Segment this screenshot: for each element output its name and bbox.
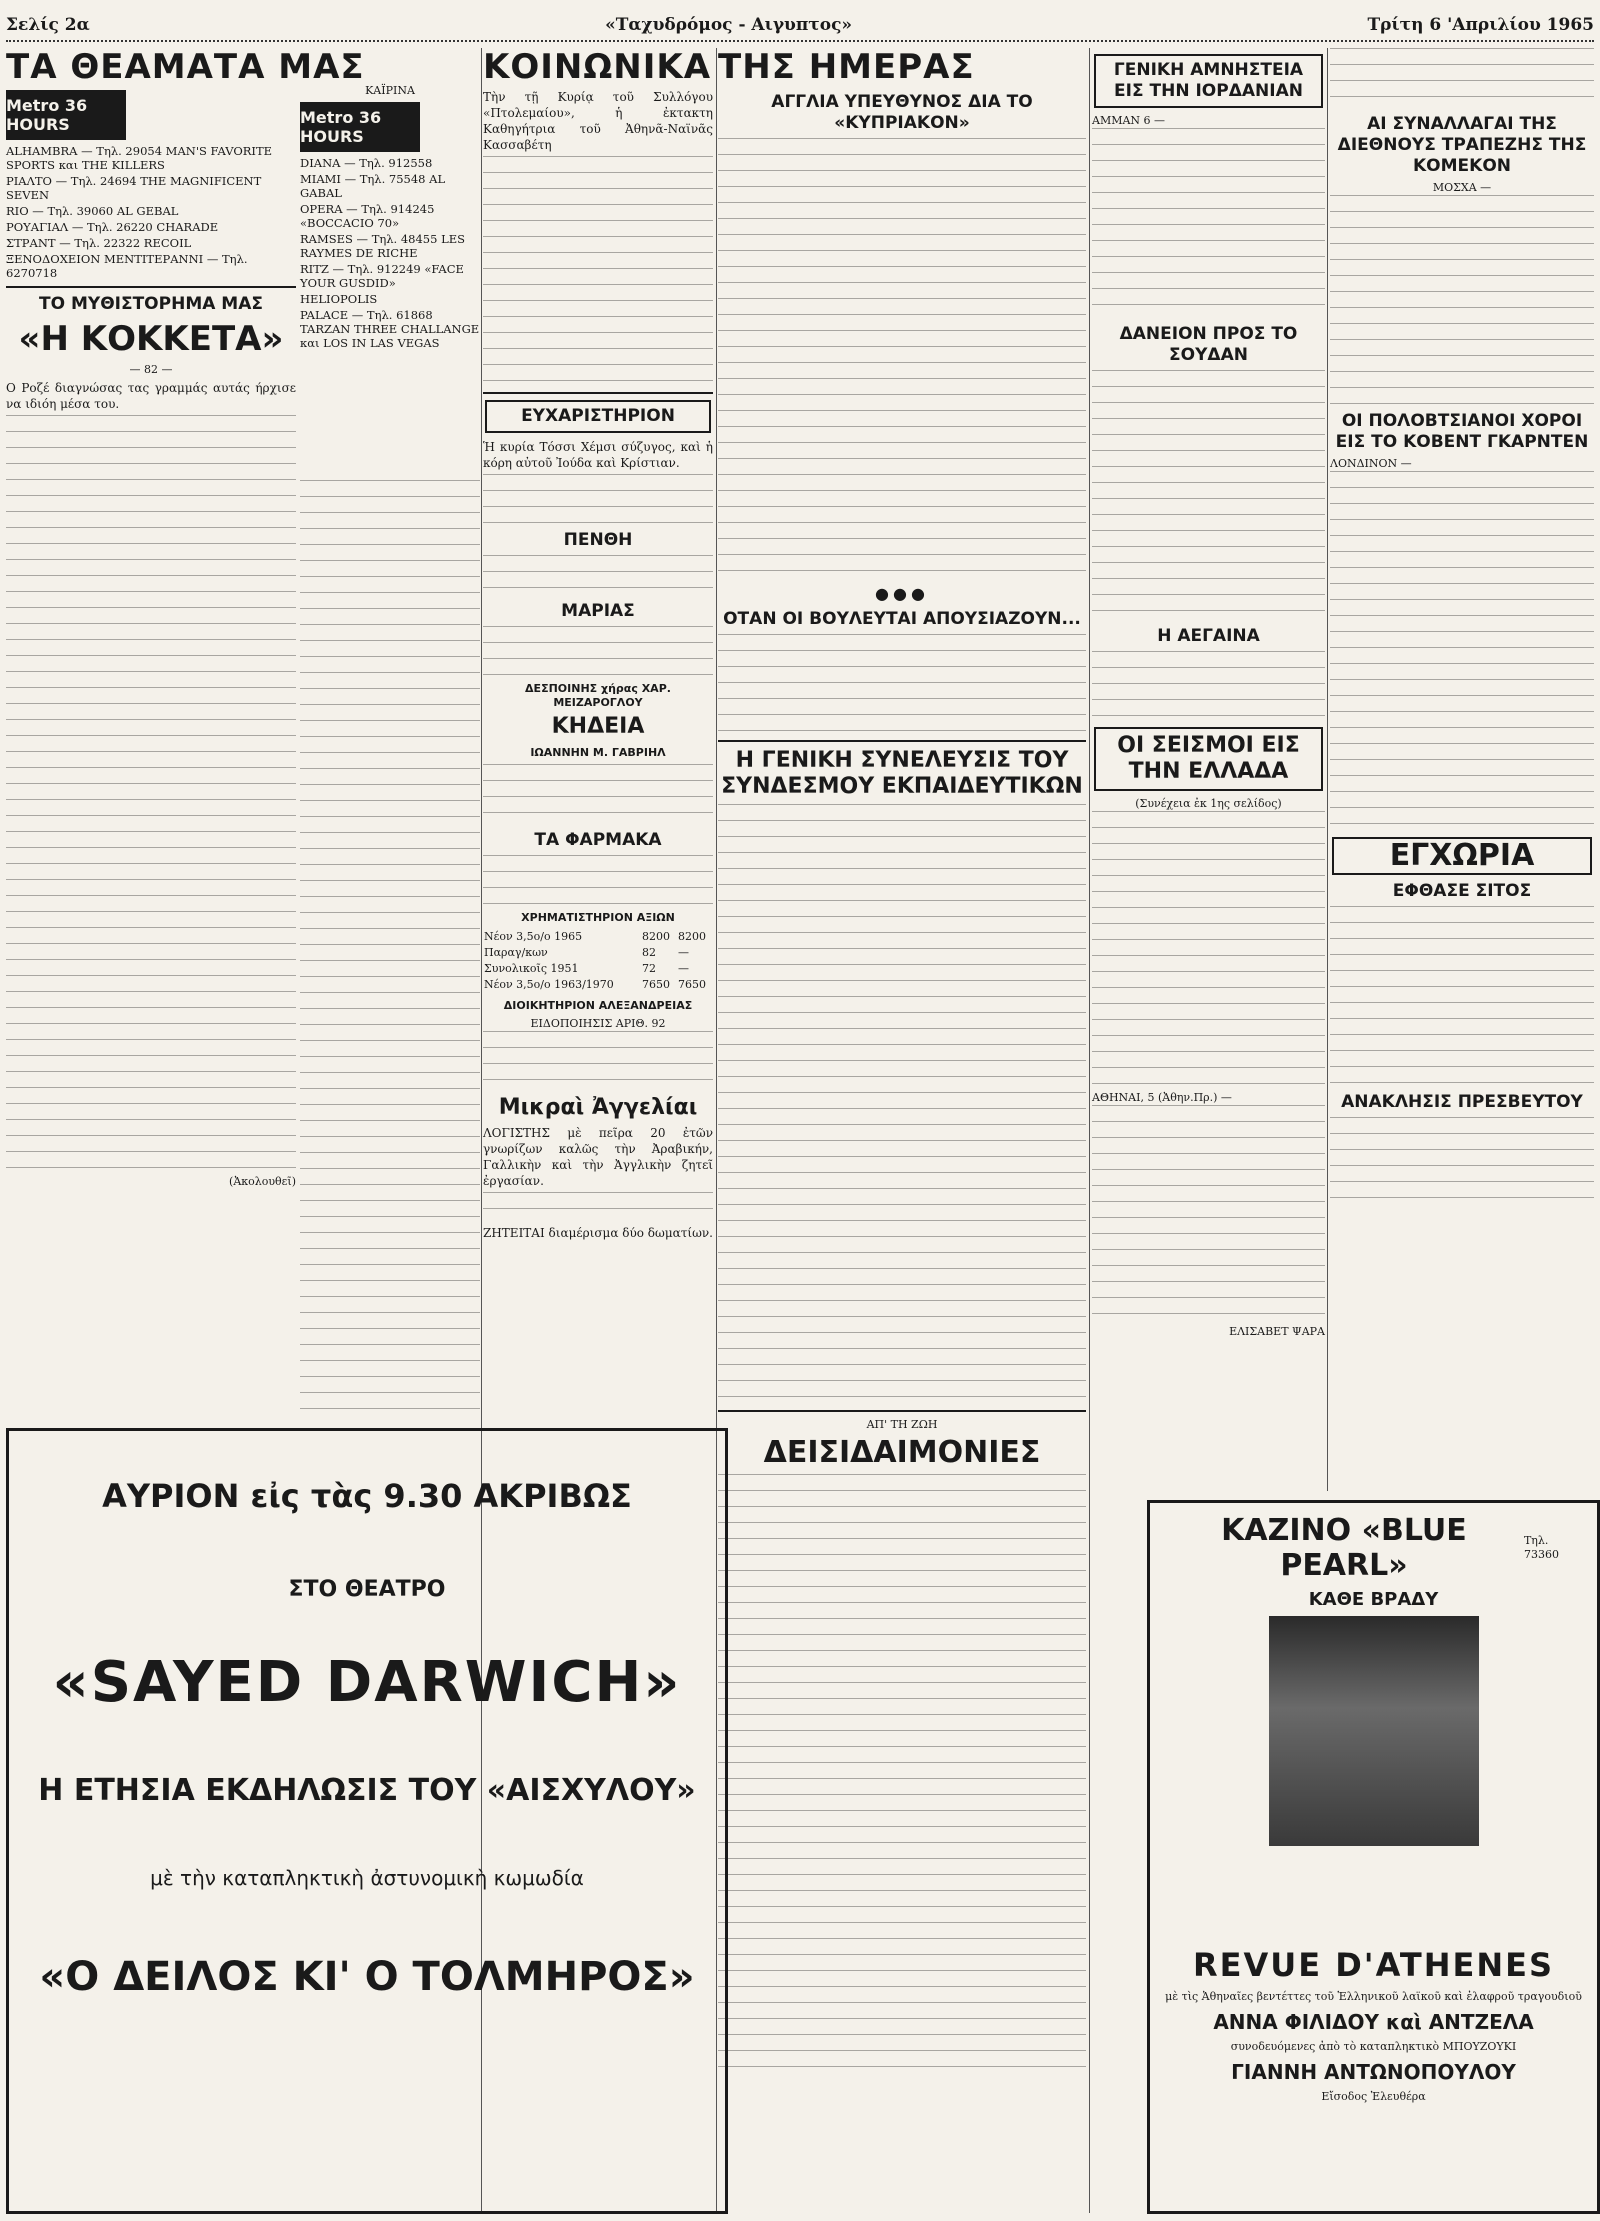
mourning-body [483, 555, 713, 595]
metro-ad-2: Metro 36 HOURS [300, 102, 420, 152]
ad-theatre-name: «SAYED DARWICH» [52, 1650, 682, 1715]
amnesty-body-2 [1330, 48, 1594, 108]
novel-column-2 [300, 480, 480, 1420]
news-column [718, 48, 1086, 2208]
listing: ΣΤΡΑΝΤ — Τηλ. 22322 RECOIL [6, 236, 192, 250]
pharmacy-title: ΤΑ ΦΑΡΜΑΚΑ [534, 830, 662, 850]
listing: RIO — Τηλ. 39060 AL GEBAL [6, 204, 179, 218]
envoy-body [1330, 1117, 1594, 1207]
casino-revue: REVUE D'ATHENES [1192, 1946, 1555, 1984]
quakes-cont: (Συνέχεια ἐκ 1ης σελίδος) [1135, 797, 1282, 810]
bourse-table [483, 929, 713, 993]
ad-event: Η ΕΤΗΣΙΑ ΕΚΔΗΛΩΣΙΣ ΤΟΥ «ΑΙΣΧΥΛΟΥ» [38, 1773, 696, 1808]
assembly-body [718, 804, 1086, 1404]
ad-tomorrow: ΑΥΡΙΟΝ εἰς τὰς 9.30 ΑΚΡΙΒΩΣ [102, 1477, 632, 1515]
theatre-advertisement [6, 1428, 728, 2214]
thanks-text: Ἡ κυρία Τόσσι Χέμσι σύζυγος, καὶ ἡ κόρη αὐτοῦ Ἰούδα καὶ Κρίστιαν. [483, 440, 713, 470]
day-body [718, 138, 1086, 578]
casino-phone: Τηλ. 73360 [1523, 1534, 1559, 1561]
cinema-listings [6, 144, 296, 280]
performers-photo [1269, 1616, 1479, 1846]
alexandria-sub: ΕΙΔΟΠΟΙΗΣΙΣ ΑΡΙΘ. 92 [530, 1017, 666, 1030]
economy-column [1330, 48, 1594, 1488]
ad-play-title: «Ο ΔΕΙΛΟΣ ΚΙ' Ο ΤΟΛΜΗΡΟΣ» [39, 1954, 695, 2000]
sudan-title: ΔΑΝΕΙΟΝ ΠΡΟΣ ΤΟ ΣΟΥΔΑΝ [1119, 324, 1298, 365]
social-body [483, 156, 713, 386]
table-row: Συνολικοῖς 1951 72 — [484, 962, 689, 975]
dances-title: ΟΙ ΠΟΛΟΒΤΣΙΑΝΟΙ ΧΟΡΟΙ ΕΙΣ ΤΟ ΚΟΒΕΝΤ ΓΚΑΡΝΤΕΝ [1335, 411, 1589, 452]
classifieds-title: Μικραὶ Ἀγγελίαι [498, 1095, 698, 1120]
casino-stars: ΑΝΝΑ ΦΙΛΙΔΟΥ καὶ ΑΝΤΖΕΛΑ [1213, 2010, 1534, 2034]
listing: ΡΟΥΑΓΙΑΛ — Τηλ. 26220 CHARADE [6, 220, 219, 234]
divider [718, 1410, 1086, 1412]
dances-body [1330, 471, 1594, 831]
amnesty-dateline: ΑΜΜΑΝ 6 — [1092, 114, 1166, 127]
village-body [1330, 906, 1594, 1086]
listing: RAMSES — Τηλ. 48455 LES RAYMES DE RICHE [300, 232, 466, 260]
envoy-title: ΑΝΑΚΛΗΣΙΣ ΠΡΕΣΒΕΥΤΟΥ [1341, 1092, 1583, 1112]
day-headline: ΑΓΓΛΙΑ ΥΠΕΥΘΥΝΟΣ ΔΙΑ ΤΟ «ΚΥΠΡΙΑΚΟΝ» [771, 92, 1033, 133]
listing: PALACE — Τηλ. 61868 TARZAN THREE CHALLANGE και LOS IN LAS VEGAS [300, 308, 480, 350]
casino-artist: ΓΙΑΝΝΗ ΑΝΤΩΝΟΠΟΥΛΟΥ [1231, 2060, 1516, 2084]
quakes-body [1092, 811, 1325, 1091]
ad-header [1150, 1503, 1597, 1583]
column-rule [1089, 48, 1090, 2213]
dances-dateline: ΛΟΝΔΙΝΟΝ — [1330, 457, 1412, 470]
alexandria-body [483, 1031, 713, 1091]
pharmacy-body [483, 855, 713, 905]
quakes-title: ΟΙ ΣΕΙΣΜΟΙ ΕΙΣ ΤΗΝ ΕΛΛΑΔΑ [1094, 727, 1323, 791]
novel-body [6, 415, 296, 1175]
mourning-widow: ΔΕΣΠΟΙΝΗΣ χήρας ΧΑΡ. ΜΕΙΖΑΡΟΓΛΟΥ [525, 682, 671, 709]
world-column [1092, 48, 1325, 1488]
divider [6, 286, 296, 288]
page-number: Σελίς 2α [6, 15, 90, 35]
day-title: ΤΗΣ ΗΜΕΡΑΣ [718, 47, 975, 87]
quakes-body-2 [1092, 1105, 1325, 1325]
life-title: ΔΕΙΣΙΔΑΙΜΟΝΙΕΣ [763, 1435, 1041, 1470]
amnesty-title: ΓΕΝΙΚΗ ΑΜΝΗΣΤΕΙΑ ΕΙΣ ΤΗΝ ΙΟΡΔΑΝΙΑΝ [1094, 54, 1323, 108]
funerals-title: ΚΗΔΕΙΑ [551, 714, 645, 739]
transactions-title: ΑΙ ΣΥΝΑΛΛΑΓΑΙ ΤΗΣ ΔΙΕΘΝΟΥΣ ΤΡΑΠΕΖΗΣ ΤΗΣ ΚΟΜΕΚΟΝ [1337, 114, 1587, 176]
mourning-title: ΠΕΝΘΗ [563, 530, 633, 550]
table-row: Νέον 3,5ο/ο 1965 8200 8200 [484, 930, 706, 943]
theatres-title: ΤΑ ΘΕΑΜΑΤΑ ΜΑΣ [6, 47, 365, 87]
divider [483, 392, 713, 394]
day-headline-2: ΟΤΑΝ ΟΙ ΒΟΥΛΕΥΤΑΙ ΑΠΟΥΣΙΑΖΟΥΝ... [723, 609, 1081, 629]
running-head [6, 10, 1594, 42]
novel-continued: (Ἀκολουθεῖ) [229, 1175, 296, 1188]
novel-body-continued [300, 480, 480, 1410]
village-title: ΕΓΧΩΡΙΑ [1332, 837, 1592, 875]
separator-dots: ●●● [875, 584, 929, 603]
transactions-dateline: ΜΟΣΧΑ — [1432, 181, 1492, 194]
aegina-body [1092, 651, 1325, 721]
newspaper-name: «Ταχυδρόμος - Αιγυπτος» [605, 15, 853, 35]
kairina-label: ΚΑΪΡΙΝΑ [365, 84, 415, 97]
novel-title: «Η ΚΟΚΚΕΤΑ» [18, 319, 284, 359]
table-row: Νέον 3,5ο/ο 1963/1970 7650 7650 [484, 978, 706, 991]
classifieds-text-2: ΖΗΤΕΙΤΑΙ διαμέρισμα δύο δωματίων. [483, 1226, 713, 1240]
listing: RITZ — Τηλ. 912249 «FACE YOUR GUSDID» [300, 262, 464, 290]
table-row: Παραγ/κων 82 — [484, 946, 689, 959]
funerals-name: ΙΩΑΝΝΗΝ Μ. ΓΑΒΡΙΗΛ [530, 746, 666, 759]
social-lead: Τὴν τῇ Κυρίᾳ τοῦ Συλλόγου «Πτολεμαίου», ἡ ἐκτακτη Καθηγήτρια τοῦ Ἀθηνᾶ-Ναϊνᾶς Κασσαβέτη [483, 90, 713, 152]
novel-label: ΤΟ ΜΥΘΙΣΤΟΡΗΜΑ ΜΑΣ [39, 294, 263, 314]
novel-installment: — 82 — [129, 363, 173, 376]
social-title: ΚΟΙΝΩΝΙΚΑ [483, 47, 712, 87]
transactions-body [1330, 195, 1594, 405]
mourning-body-2 [483, 626, 713, 676]
casino-advertisement [1147, 1500, 1600, 2214]
listing: HELIOPOLIS [300, 292, 378, 306]
casino-line2: συνοδευόμενες ἀπὸ τὸ καταπληκτικὸ ΜΠΟΥΖΟΥΚΙ [1230, 2040, 1517, 2053]
day-body-2 [718, 634, 1086, 734]
classifieds-text: ΛΟΓΙΣΤΗΣ μὲ πεῖρα 20 ἐτῶν γνωρίζων καλῶς τὴν Ἀραβικήν, Γαλλικὴν καὶ τὴν Ἀγγλικὴν ζητεῖ ἐργασίαν. [483, 1126, 713, 1188]
listing: ΡΙΑΛΤΟ — Τηλ. 24694 THE MAGNIFICENT SEVEN [6, 174, 262, 202]
life-author: ΕΛΙΣΑΒΕΤ ΨΑΡΑ [1229, 1325, 1325, 1338]
social-column [483, 48, 713, 1418]
casino-entry: Εἴσοδος Ἐλευθέρα [1321, 2090, 1426, 2103]
issue-date: Τρίτη 6 'Απριλίου 1965 [1367, 15, 1594, 35]
theatres-column-2 [300, 48, 480, 468]
novel-lead: Ο Ροζέ διαγνώσας τας γραμμάς αυτάς ήρχισε να ιδιόη μέσα του. [6, 381, 296, 411]
divider [718, 740, 1086, 742]
quakes-dateline: ΑΘΗΝΑΙ, 5 (Ἀθην.Πρ.) — [1092, 1091, 1232, 1104]
thanks-body [483, 474, 713, 524]
listing: OPERA — Τηλ. 914245 «BOCCACIO 70» [300, 202, 435, 230]
assembly-title: Η ΓΕΝΙΚΗ ΣΥΝΕΛΕΥΣΙΣ ΤΟΥ ΣΥΝΔΕΣΜΟΥ ΕΚΠΑΙΔΕΥΤΙΚΩΝ [721, 748, 1083, 799]
mourning-name: ΜΑΡΙΑΣ [561, 601, 635, 621]
funerals-body [483, 764, 713, 824]
sudan-body [1092, 370, 1325, 620]
listing: MIAMI — Τηλ. 75548 AL GABAL [300, 172, 446, 200]
amnesty-body [1092, 128, 1325, 318]
bourse-title: ΧΡΗΜΑΤΙΣΤΗΡΙΟΝ ΑΞΙΩΝ [521, 911, 675, 924]
life-body [718, 1474, 1086, 2074]
casino-every: ΚΑΘΕ ΒΡΑΔΥ [1308, 1589, 1439, 1610]
casino-name: KAZINO «BLUE PEARL» [1221, 1513, 1467, 1583]
village-sub: ΕΦΘΑΣΕ ΣΙΤΟΣ [1392, 881, 1532, 901]
listing: ALHAMBRA — Τηλ. 29054 MAN'S FAVORITE SPORTS και THE KILLERS [6, 144, 273, 172]
casino-line1: μὲ τὶς Ἀθηναῖες βεντέττες τοῦ Ἑλληνικοῦ λαϊκοῦ καὶ ἐλαφροῦ τραγουδιοῦ [1165, 1990, 1582, 2003]
ad-with: μὲ τὴν καταπληκτικὴ ἀστυνομικὴ κωμωδία [150, 1866, 584, 1890]
listing: ΞΕΝΟΔΟΧΕΙΟΝ ΜΕΝΤΙΤΕΡΑΝΝΙ — Τηλ. 6270718 [6, 252, 248, 280]
aegina-title: Η ΑΕΓΑΙΝΑ [1157, 626, 1260, 646]
life-label: ΑΠ' ΤΗ ΖΩΗ [866, 1418, 938, 1431]
metro-ad: Metro 36 HOURS [6, 90, 126, 140]
column-rule [1327, 48, 1328, 1491]
thanks-title: ΕΥΧΑΡΙΣΤΗΡΙΟΝ [485, 400, 711, 433]
ad-venue: ΣΤΟ ΘΕΑΤΡΟ [288, 1577, 446, 1602]
classifieds-body [483, 1192, 713, 1222]
listing: DIANA — Τηλ. 912558 [300, 156, 433, 170]
alexandria-title: ΔΙΟΙΚΗΤΗΡΙΟΝ ΑΛΕΞΑΝΔΡΕΙΑΣ [503, 999, 693, 1012]
